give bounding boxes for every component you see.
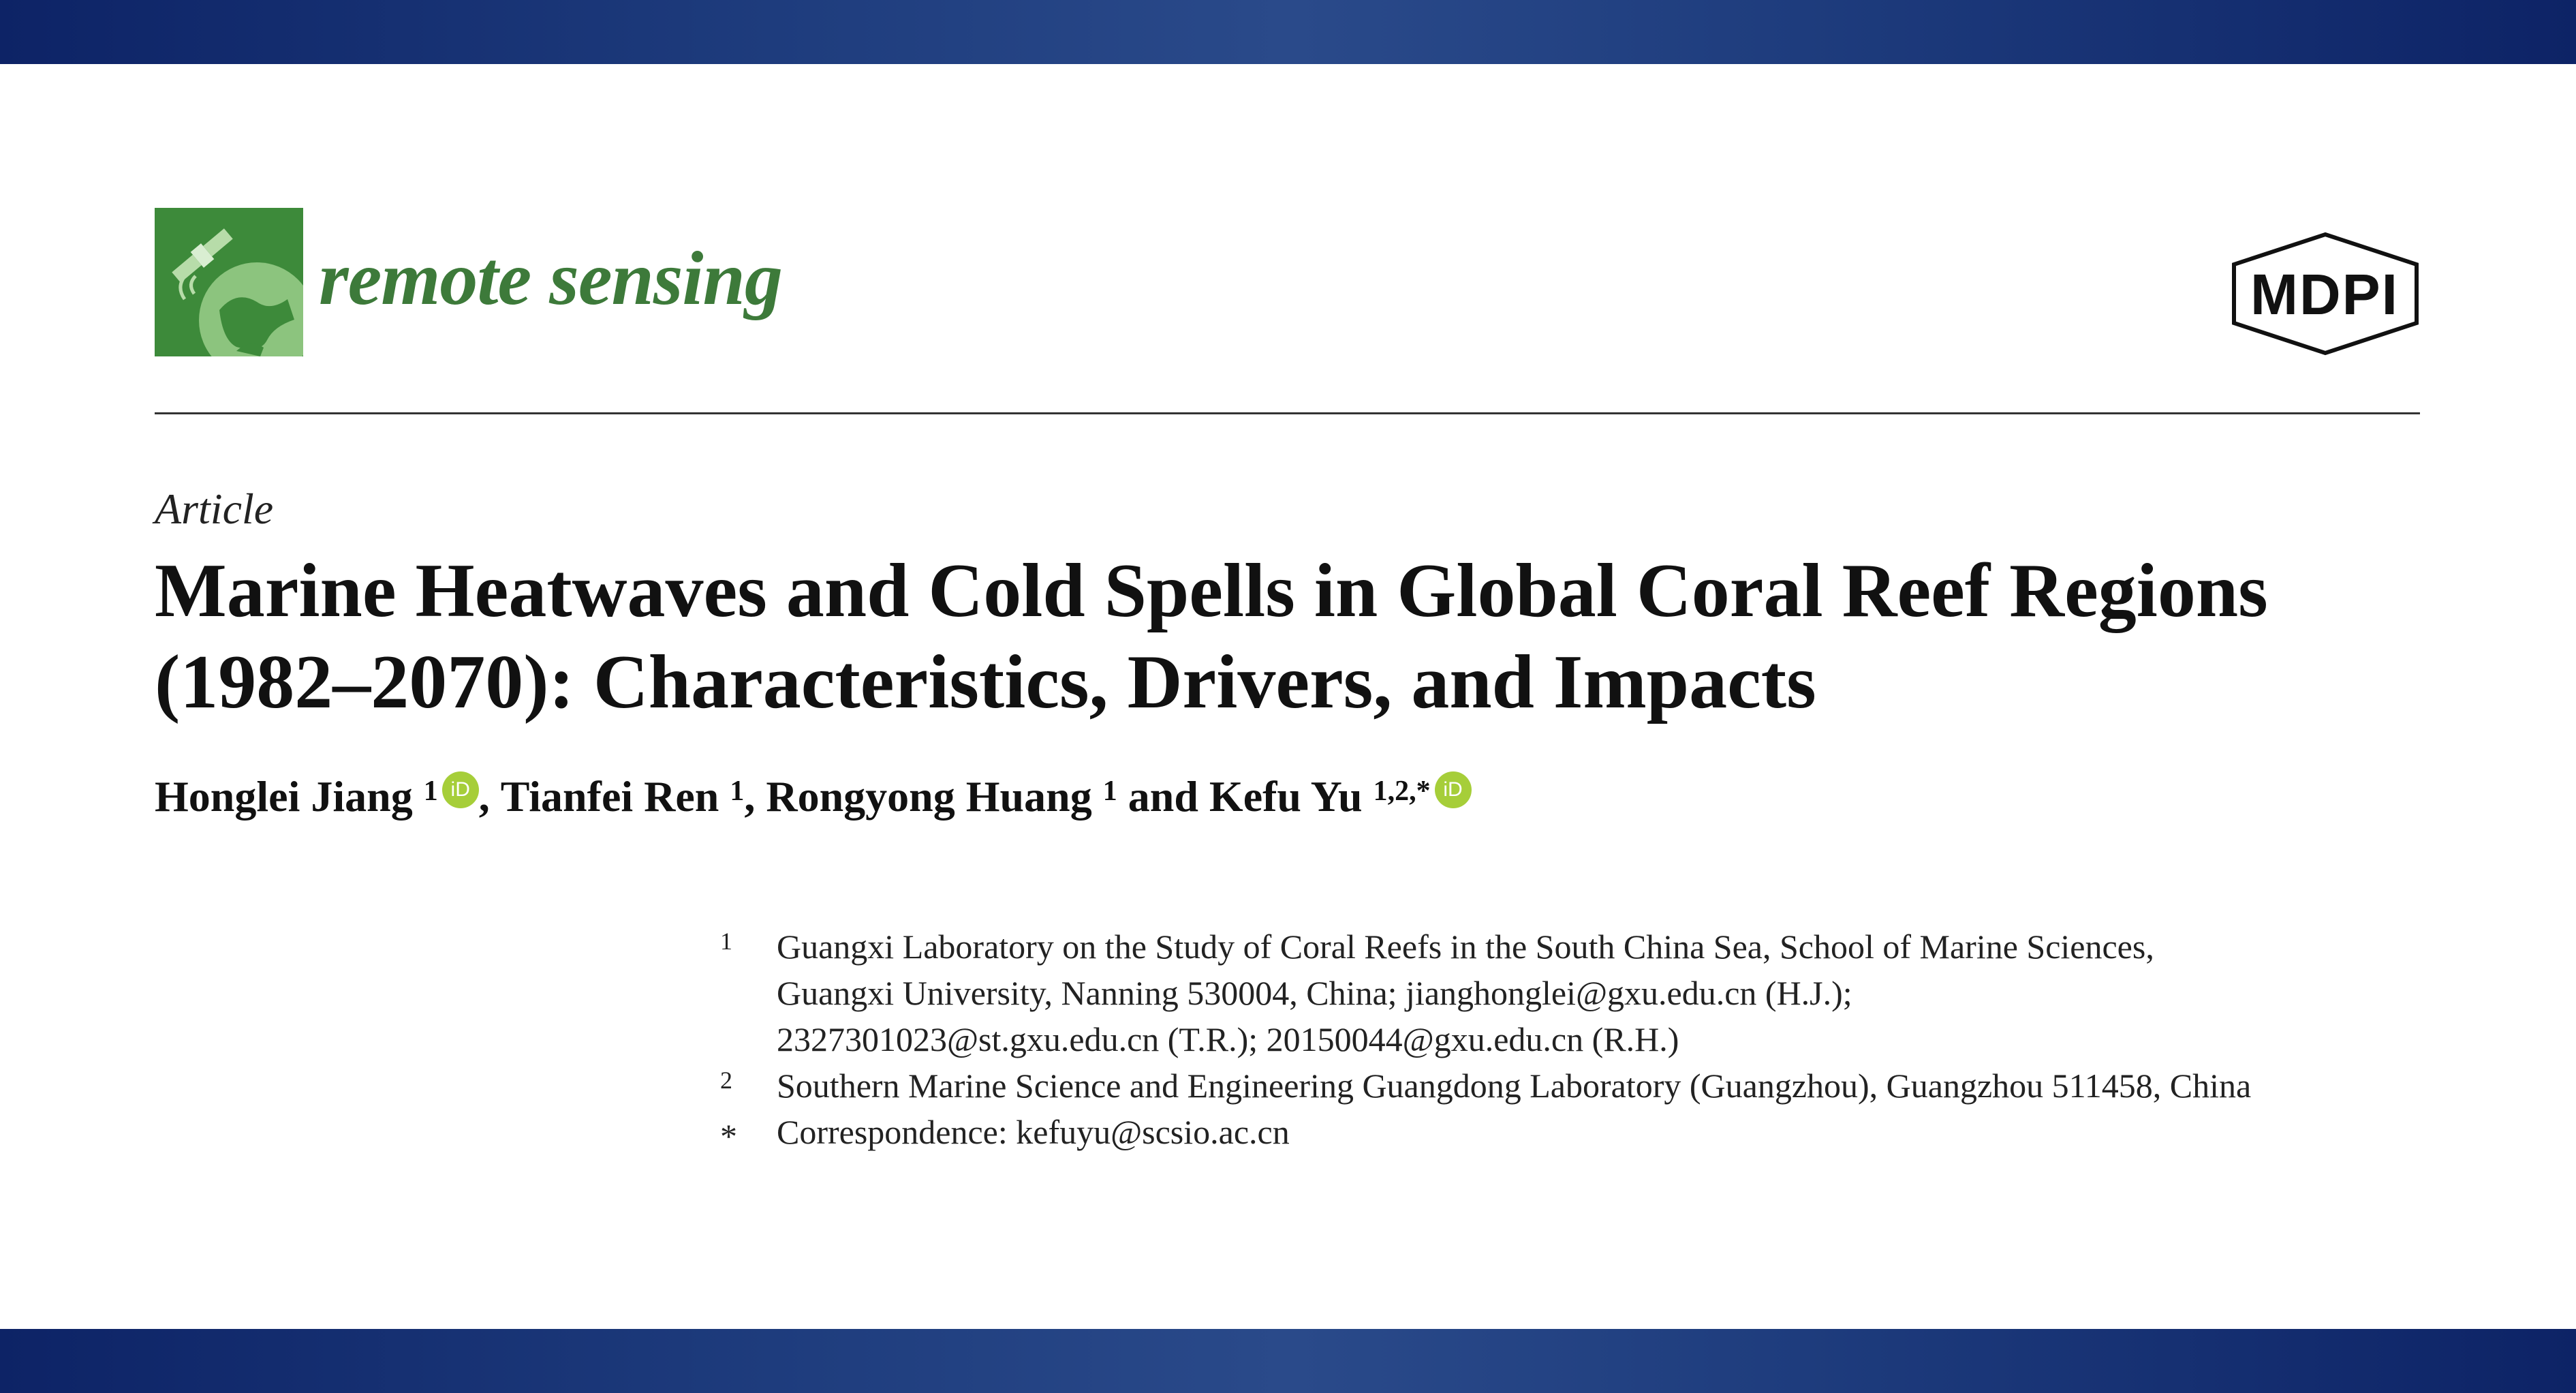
affiliation-line: 2327301023@st.gxu.edu.cn (T.R.); 20150044@gxu.edu.cn (R.H.) <box>777 1020 1679 1058</box>
correspondence-marker: * <box>720 1117 737 1155</box>
orcid-icon[interactable]: iD <box>1435 771 1472 808</box>
satellite-globe-icon <box>155 208 303 356</box>
affiliation-item <box>715 1062 2425 1109</box>
affiliation-text <box>777 923 2154 1062</box>
affiliation-marker: 2 <box>720 1067 732 1094</box>
author-name[interactable]: Kefu Yu <box>1209 772 1363 821</box>
correspondence-text <box>777 1109 1290 1155</box>
title-line: (1982–2070): Characteristics, Drivers, and Impacts <box>155 640 1816 724</box>
correspondence-line: Correspondence: kefuyu@scsio.ac.cn <box>777 1113 1290 1151</box>
author-separator: , <box>744 772 766 821</box>
orcid-icon[interactable]: iD <box>442 771 479 808</box>
affiliation-marker: 1 <box>720 928 732 955</box>
author-name[interactable]: Rongyong Huang <box>766 772 1092 821</box>
affiliation-list <box>715 923 2425 1163</box>
affiliation-item <box>715 923 2425 1062</box>
title-line: Marine Heatwaves and Cold Spells in Global Coral Reef Regions <box>155 549 2268 633</box>
author-name[interactable]: Honglei Jiang <box>155 772 413 821</box>
affiliation-line: Guangxi Laboratory on the Study of Coral Reefs in the South China Sea, School of Marine Sciences, <box>777 928 2154 966</box>
affiliation-line: Guangxi University, Nanning 530004, China; jianghonglei@gxu.edu.cn (H.J.); <box>777 974 1852 1012</box>
article-type: Article <box>155 485 274 533</box>
article-title <box>155 545 2430 728</box>
correspondence-item <box>715 1109 2425 1163</box>
top-banner <box>0 0 2576 64</box>
affiliation-text <box>777 1062 2251 1109</box>
author-name[interactable]: Tianfei Ren <box>500 772 719 821</box>
header-divider <box>155 412 2420 414</box>
journal-name: remote sensing <box>319 236 782 321</box>
author-list: Honglei Jiang $^1$ iD , Tianfei Ren $^1$ , Rongyong Huang $^1$ and Kefu Yu $^{1,2,*}$ iD <box>155 771 1472 822</box>
author-separator: , <box>478 772 501 821</box>
bottom-banner <box>0 1329 2576 1393</box>
author-separator: and <box>1117 772 1209 821</box>
affiliation-line: Southern Marine Science and Engineering Guangdong Laboratory (Guangzhou), Guangzhou 511458, China <box>777 1067 2252 1105</box>
publisher-name: MDPI <box>2250 262 2399 326</box>
